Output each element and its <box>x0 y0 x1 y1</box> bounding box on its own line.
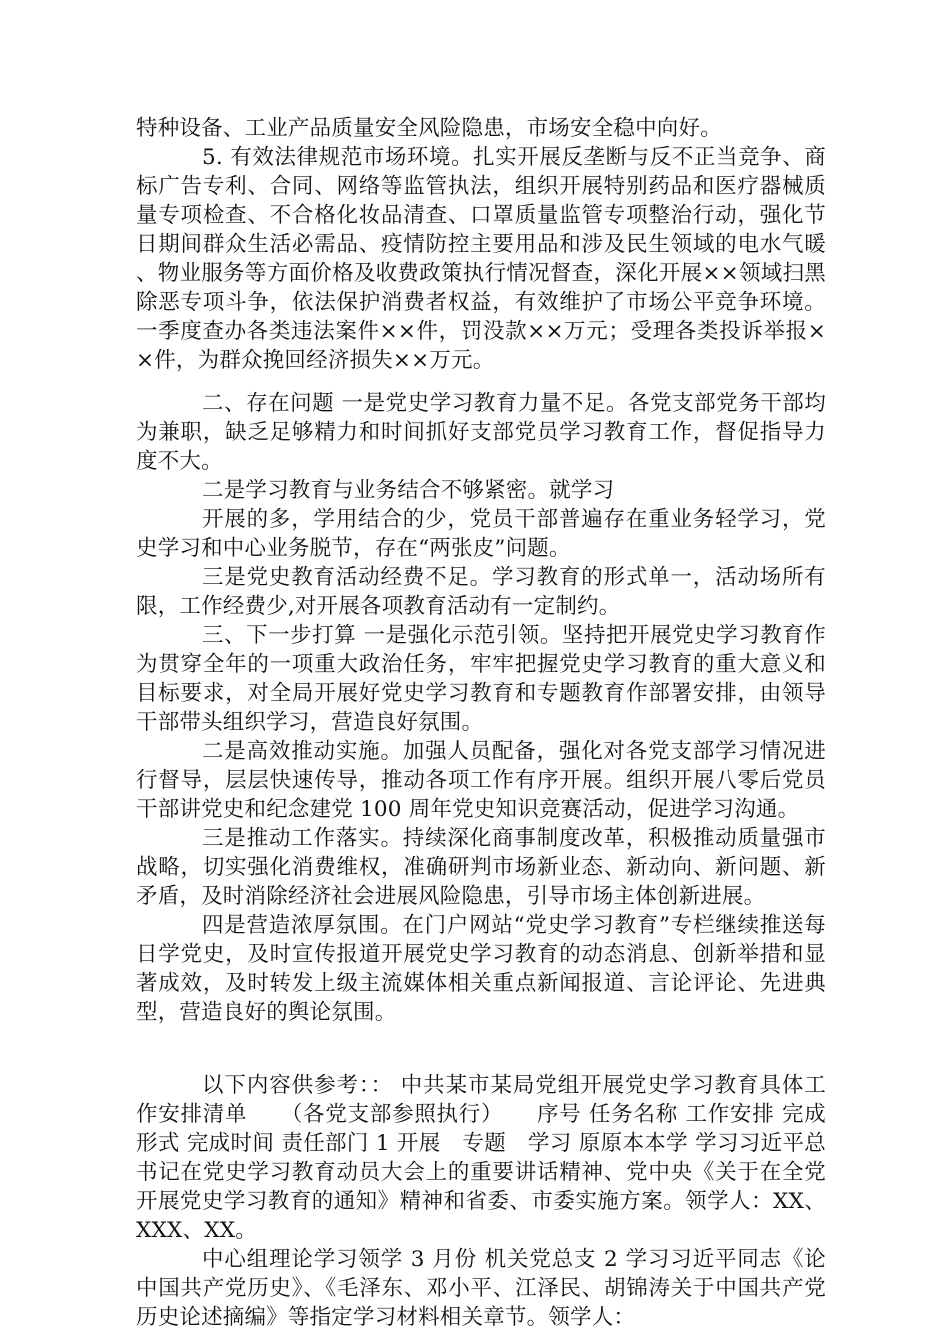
paragraph-reference-continued: 中心组理论学习领学 3 月份 机关党总支 2 学习习近平同志《论中国共产党历史》、《毛泽东、邓小平、江泽民、胡锦涛关于中国共产党历史论述摘编》等指定学习材料相关章节。领学人： <box>136 1247 826 1330</box>
paragraph-problem-two-detail: 开展的多，学用结合的少，党员干部普遍存在重业务轻学习，党史学习和中心业务脱节，存在“两张皮”问题。 <box>136 507 826 561</box>
paragraph-next-steps: 三、下一步打算 一是强化示范引领。坚持把开展党史学习教育作为贯穿全年的一项重大政治任务，牢牢把握党史学习教育的重大意义和目标要求，对全局开展好党史学习教育和专题教育作部署安排，由领导干部带头组织学习，营造良好氛围。 <box>136 623 826 735</box>
paragraph-step-four: 四是营造浓厚氛围。在门户网站“党史学习教育”专栏继续推送每日学党史，及时宣传报道开展党史学习教育的动态消息、创新举措和显著成效，及时转发上级主流媒体相关重点新闻报道、言论评论、先进典型，营造良好的舆论氛围。 <box>136 913 826 1025</box>
paragraph-problem-three: 三是党史教育活动经费不足。学习教育的形式单一，活动场所有限，工作经费少,对开展各项教育活动有一定制约。 <box>136 565 826 619</box>
paragraph-reference-list: 以下内容供参考：： 中共某市某局党组开展党史学习教育具体工作安排清单 （各党支部参照执行） 序号 任务名称 工作安排 完成形式 完成时间 责任部门 1 开展 专题 学习 原原本本学 学习习近平总书记在党史学习教育动员大会上的重要讲话精神、党中央《关于在全党开展党史学习教育的通知》精神和省委、市委实施方案。领学人：XX、XXX、XX。 <box>136 1073 826 1243</box>
paragraph-continuation: 特种设备、工业产品质量安全风险隐患，市场安全稳中向好。 <box>136 116 722 141</box>
paragraph-existing-problems: 二、存在问题 一是党史学习教育力量不足。各党支部党务干部均为兼职，缺乏足够精力和时间抓好支部党员学习教育工作，督促指导力度不大。 <box>136 391 826 474</box>
paragraph-step-three: 三是推动工作落实。持续深化商事制度改革，积极推动质量强市战略，切实强化消费维权，准确研判市场新业态、新动向、新问题、新矛盾，及时消除经济社会进展风险隐患，引导市场主体创新进展。 <box>136 826 826 909</box>
paragraph-problem-two-heading: 二是学习教育与业务结合不够紧密。就学习 <box>202 478 615 503</box>
paragraph-market-environment: 5. 有效法律规范市场环境。扎实开展反垄断与反不正当竞争、商标广告专利、合同、网络等监管执法，组织开展特别药品和医疗器械质量专项检查、不合格化妆品清查、口罩质量监管专项整治行动，强化节日期间群众生活必需品、疫情防控主要用品和涉及民生领域的电水气暖、物业服务等方面价格及收费政策执行情况督查，深化开展××领域扫黑除恶专项斗争，依法保护消费者权益，有效维护了市场公平竞争环境。一季度查办各类违法案件××件，罚没款××万元；受理各类投诉举报××件，为群众挽回经济损失××万元。 <box>136 145 826 373</box>
document-body <box>136 114 826 1332</box>
paragraph-step-two: 二是高效推动实施。加强人员配备，强化对各党支部学习情况进行督导，层层快速传导，推动各项工作有序开展。组织开展八零后党员干部讲党史和纪念建党 100 周年党史知识竞赛活动，促进学习沟通。 <box>136 739 826 822</box>
